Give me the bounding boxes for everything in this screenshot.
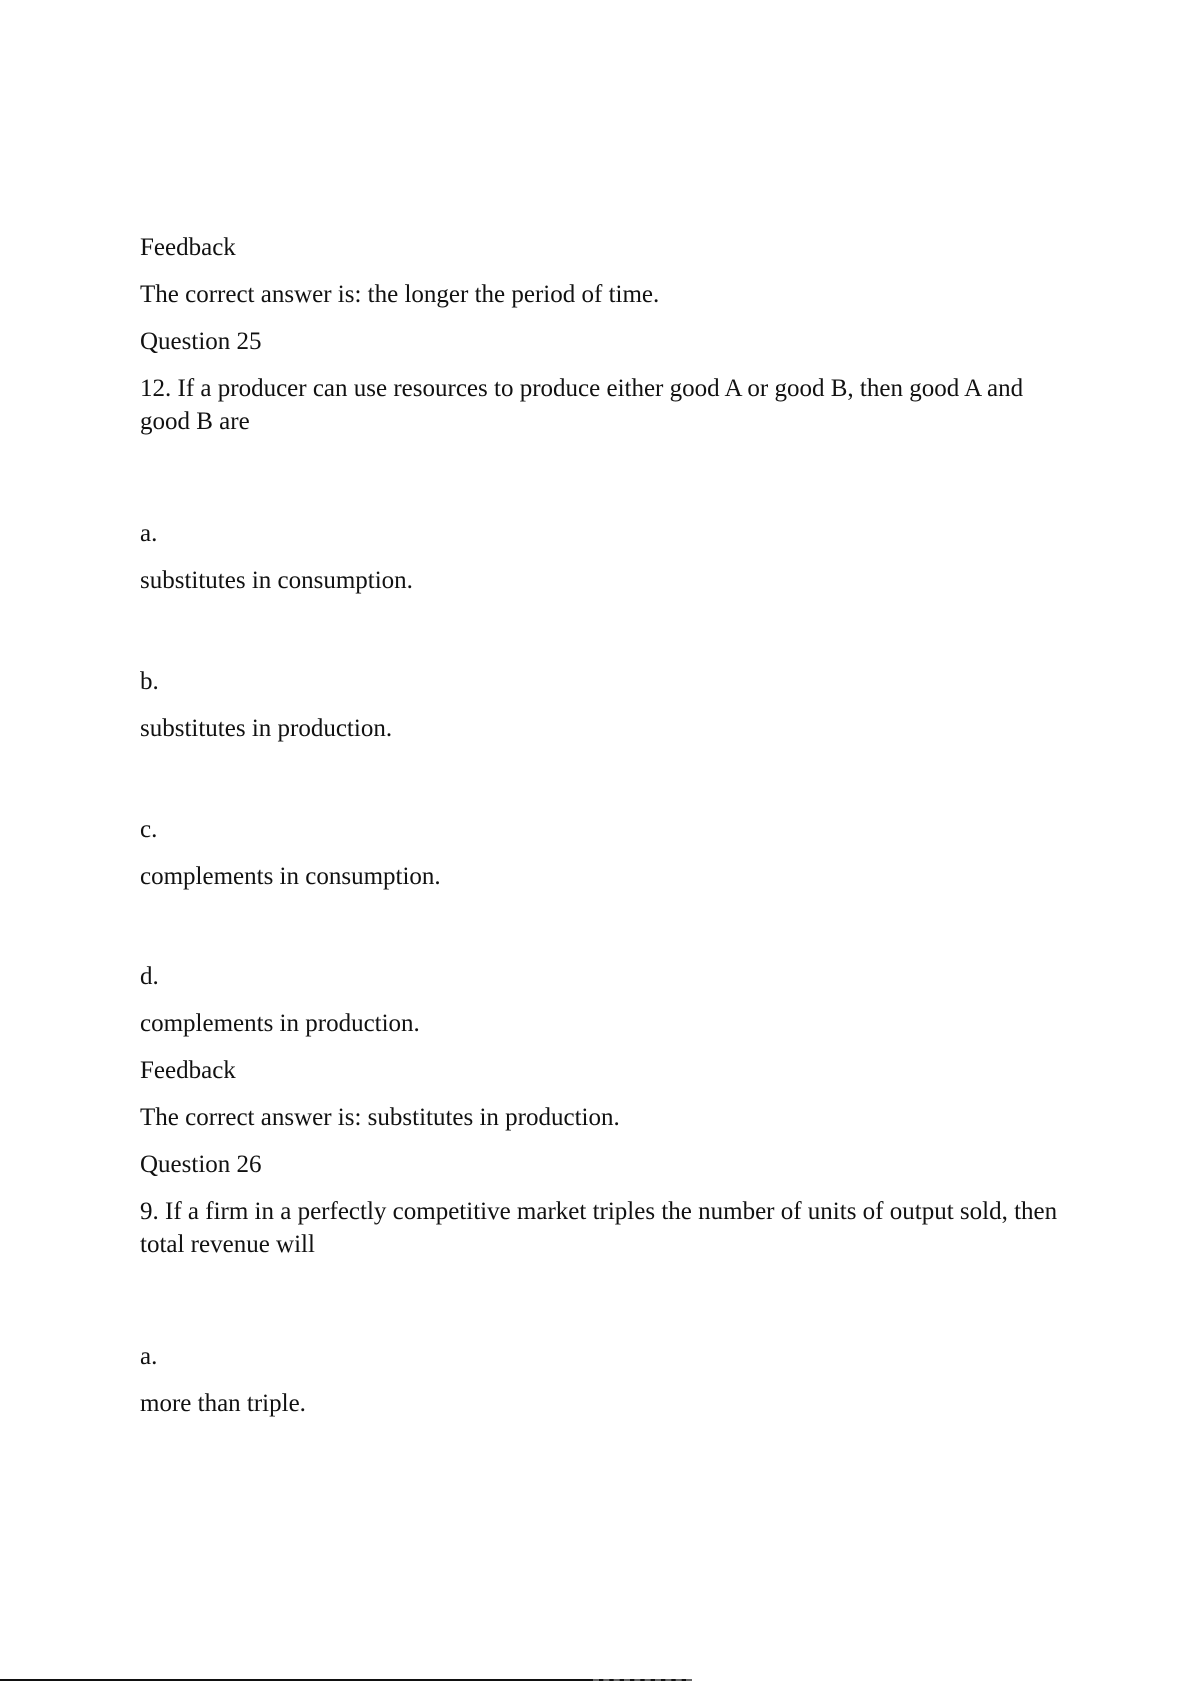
page-bottom-rule-tail bbox=[593, 1679, 692, 1681]
question-heading: Question 26 bbox=[140, 1151, 262, 1178]
correct-answer: The correct answer is: the longer the period of time. bbox=[140, 281, 660, 308]
question-text: 12. If a producer can use resources to produce either good A or good B, then good A and good B are bbox=[140, 375, 1024, 435]
feedback-label: Feedback bbox=[140, 234, 236, 261]
correct-answer: The correct answer is: substitutes in production. bbox=[140, 1104, 620, 1131]
option-text-a: substitutes in consumption. bbox=[140, 567, 413, 594]
option-text-a: more than triple. bbox=[140, 1390, 306, 1417]
question-text: 9. If a firm in a perfectly competitive market triples the number of units of output sold, then total revenue will bbox=[140, 1198, 1058, 1258]
option-text-c: complements in consumption. bbox=[140, 863, 441, 890]
option-letter-c: c. bbox=[140, 816, 158, 843]
option-text-d: complements in production. bbox=[140, 1010, 420, 1037]
option-letter-b: b. bbox=[140, 668, 159, 695]
question-heading: Question 25 bbox=[140, 328, 262, 355]
option-letter-a: a. bbox=[140, 1343, 158, 1370]
option-text-b: substitutes in production. bbox=[140, 715, 393, 742]
feedback-label: Feedback bbox=[140, 1057, 236, 1084]
page-bottom-rule bbox=[0, 1679, 692, 1681]
option-letter-a: a. bbox=[140, 520, 158, 547]
option-letter-d: d. bbox=[140, 963, 159, 990]
